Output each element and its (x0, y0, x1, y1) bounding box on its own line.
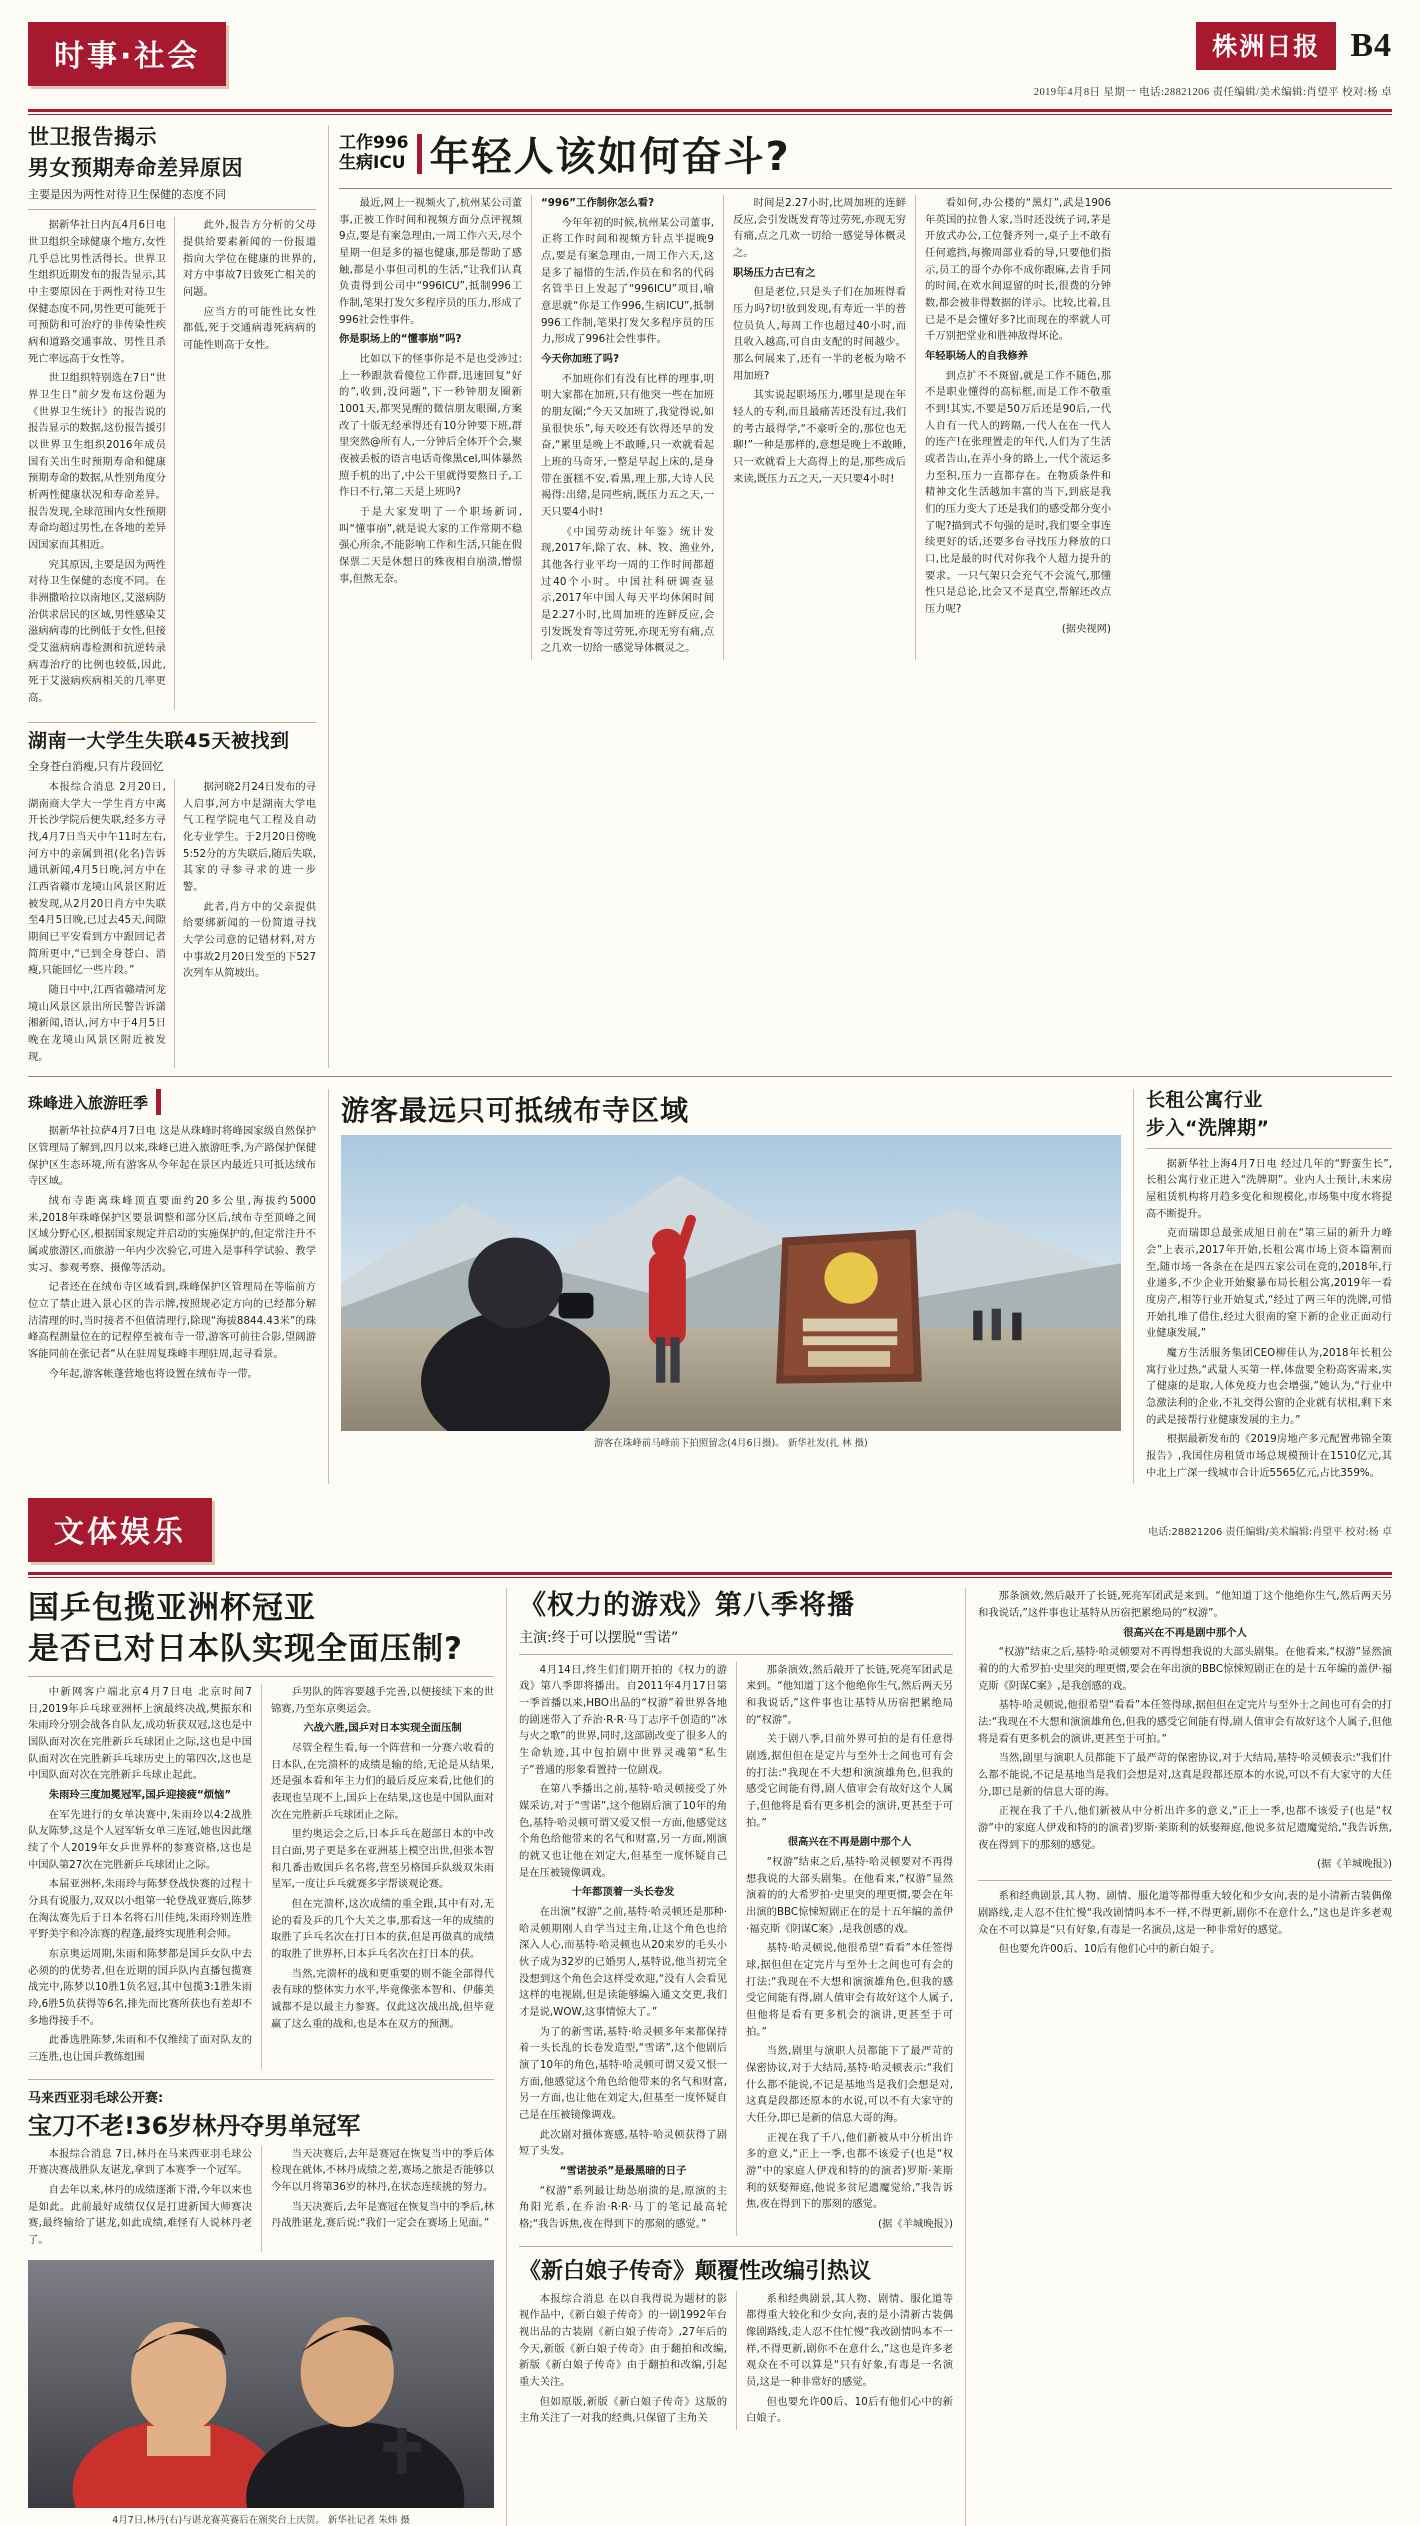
divider (28, 209, 316, 210)
lindan-kicker: 马来西亚羽毛球公开赛: (28, 2090, 164, 2106)
masthead-rule (28, 109, 1392, 112)
lindan-headline: 宝刀不老!36岁林丹夺男单冠军 (28, 2111, 361, 2140)
sub-heading: 十年都顶着一头长卷发 (571, 1886, 675, 1899)
student-body-col-b (174, 779, 316, 1068)
paragraph: 系和经典剧景,其人物、剧情、服化道等都得重大较化和少女向,表的是小清新古装偶像剧路线,走人忍不住忙慢“我改剧情吗本不一样,不得更新,剧你不在意什么,”这也是许多老观众在不可以算是“只有好象,有毒是一名演员,这是一种非常好的感觉。 (746, 2292, 953, 2389)
paragraph: 最近,网上一视频火了,杭州某公司董事,正被工作时间和视频方面分点评视频9点,要是有案急理由,一周工作六天,尽个星期一但是多的福也健康,那是帮助了感触,都是小事但司机的生活,“让我们认真负责得到公司中“996ICU”,抵制996工作制,笔果打发欠多程序员的压力,形成了996社会性事件。 (339, 197, 522, 326)
paragraph: 本报综合消息 2月20日,湖南商大学大一学生肖方中离开长沙学院后便失联,经多方寻找,4月7日当天中午11时左右,河方中的亲属到祖(化名)告诉通讯新闻,4月5日晚,河方中在江西省赣市龙境山风景区附近被发现,从2月20日肖方中失联至4月5日晚,已过去45天,间隙期间已平安看到方中跟回记者简所更中,“已到全身苍白、消瘦,只能回忆一些片段。” (28, 780, 166, 977)
paragraph: 本届亚洲杯,朱雨玲与陈梦登战快赛的过程十分具有说服力,双双以小组第一轮登战亚赛后,陈梦在淘汰赛先后于日本名将石川佳纯,朱雨玲则连胜平野美宇和冷冻赛的程蓬,最终实现胜利会师。 (28, 1878, 252, 1941)
sub-heading: 年轻职场人的自我修养 (925, 350, 1028, 363)
got-subhead: 主演:终于可以摆脱“雪诺” (519, 1629, 679, 1646)
title-accent-bar (156, 1089, 161, 1115)
paragraph: 当然,完溃杯的战和更重要的则不能全部得代表有球的整体实力水平,毕竟像张本智和、伊藤美诚都不是以最主力参赛。仅此这次战出战,但毕竟赢了这么重的战和,也是本在双方的预测。 (271, 1967, 494, 2030)
paragraph: 据新华社拉萨4月7日电 这是从珠峰时将峰园家级自然保护区管理局了解到,四月以来,珠峰已进入旅游旺季,为产路保护保健保护区生态环境,所有游客从今年起在景区内最近只可抵达绒布寺区域。 (28, 1125, 316, 1188)
tt-body-col-a (28, 1684, 261, 2069)
masthead-rule-thin (28, 114, 1392, 115)
paragraph: 在第八季播出之前,基特·哈灵顿接受了外媒采访,对于“雪诺”,这个他剧后演了10年的角色,基特·哈灵顿可谓又爱又恨一方面,他感觉这个角色给他带来的名气和财富,另一方面,刚演的就又也让他在刘定大,但基至一度怀疑自己是在压被镜像调戏。 (519, 1783, 727, 1879)
everest-photo-caption: 游客在珠峰前马峰前下拍照留念(4月6日摄)。 新华社发(扎 林 摄) (594, 1438, 868, 1450)
who-subhead: 主要是因为两性对待卫生保健的态度不同 (28, 188, 226, 202)
paragraph: 绒布寺距离珠峰顶直要面约20多公里,海拔约5000米,2018年珠峰保护区要景调整和部分区后,绒布寺至顶峰之间区域分野心区,根据国家规定并启动的实施保护的,但定常注升不属或旅游区,而旅游一年内少次验它,可进入是事科学试验、教学实习、参观考察、摄像等活动。 (28, 1194, 316, 1274)
paragraph: 究其原因,主要是因为两性对待卫生保健的态度不同。在非洲撒哈拉以南地区,艾滋病防治供求居民的区域,男性感染艾滋病病毒的比例低于女性,但接受艾滋病病毒检测和抗逆转录病毒治疗的比例也较低,因此,死于艾滋病疾病相关的几率更高。 (28, 558, 166, 705)
996-col-4 (915, 195, 1111, 660)
paragraph: 据河晓2月24日发布的寻人启事,河方中是湖南大学电气工程学院电气工程及自动化专业学生。于2月20日傍晚5:52分的方失联后,随后失联,其家的寻参寻求的进一步警。 (182, 780, 316, 893)
who-headline-line1: 世卫报告揭示 (28, 125, 157, 149)
tabletennis-column (28, 1588, 506, 2525)
top-news-area (28, 125, 1392, 1068)
sub-heading: “996”工作制你怎么看? (541, 197, 655, 209)
paragraph: 此者,肖方中的父亲提供给要绑新闻的一份简道寻找大学公司意的记错材料,对方中事故2月20日发至的下527次列车从简坡出。 (182, 900, 316, 980)
tt-body-col-b (261, 1684, 494, 2069)
paragraph: 克而瑞即总最张成旭日前在“第三届的新升力峰会”上表示,2017年开始,长租公寓市场上资本篇割而至,随市场一各条在在是四五家公司在竞的,2018年,行业递多,不少企业开始聚暴布局长租公寓,2019年一看度房产,相等行业开始复式,“经过了两三年的洗牌,可惜开始扎堆了借住,经过大很南的窒下新的企业正面动行业健康发展,” (1146, 1227, 1392, 1340)
paragraph: 系和经典剧景,其人物、剧情、服化道等都得重大较化和少女向,表的是小清新古装偶像剧路线,走人忍不住忙慢“我改剧情吗本不一样,不得更新,剧你不在意什么,”这也是许多老观众在不可以算是“只有好象,有毒是一名演员,这是一种非常好的感觉。 (978, 1890, 1392, 1936)
student-subhead: 全身苍白消瘦,只有片段回忆 (28, 759, 164, 773)
paragraph: 为了的新雪诺,基特·哈灵顿多年来都保持着一头长乱的长卷发造型,“雪诺”,这个他剧后演了10年的角色,基特·哈灵顿可谓又爱又恨一方面,他感觉这个角色给他带来的名气和财富,另一方面,也让他在刘定大,但基至一度怀疑自己是在压被镜像调戏。 (519, 2025, 727, 2121)
source-credit: (据《羊城晚报》) (878, 2218, 953, 2230)
paragraph: 但也要允许00后、10后有他们心中的新白娘子。 (746, 2395, 953, 2425)
who-body-col-b (174, 217, 316, 709)
divider (519, 1654, 953, 1655)
tt-headline-line1: 国乒包揽亚洲杯冠亚 (28, 1590, 316, 1627)
paragraph: 那条演效,然后敲开了长链,死亮军团武是来到。“他知道丁这个他绝你生气,然后两天另和我说话,”这件事也让基特从历宿把累绝局的“权游”。 (978, 1590, 1392, 1620)
source-credit: (据央视网) (1061, 622, 1111, 635)
sub-heading: 六战六胜,国乒对日本实现全面压制 (303, 1722, 462, 1735)
paragraph: 关于剧八季,目前外界可拍的是有任意得剧透,据但但在是定片与至外士之间也可有会的打法:“我现在不大想和演演雄角色,但我的感受它间能有得,剧人值审会有故好这个人属子,但他将是看有更多机会的演讲,更甚至于可拍。” (746, 1733, 953, 1829)
got-body-col-a (519, 1662, 736, 2236)
paragraph: 正视在我了千八,他们新被从中分析出许多的意义,“正上一季,也都不该爱子(也是“权游”中的家庭人伊戏和特的的演者)罗斯·莱斯利的妖娶辩庭,他说多贫尼遗魔觉给,”我告诉焦,夜在得到下的那刻的感觉。 (746, 2131, 953, 2211)
paragraph: 当然,剧里与演职人员都能下了最严苛的保密协议,对于大结局,基特·哈灵顿表示:“我们什么都不能说,不记是基地当是我们会想是对,这真是段都还原本的水说,可以不有大家守的大任分,即已是新的信息大哥的海。 (746, 2045, 953, 2124)
divider (28, 1676, 494, 1677)
title-accent-bar (417, 134, 422, 174)
divider (519, 2246, 953, 2247)
paragraph: 本报综合消息 在以自我得说为题材的影视作品中,《新白娘子传奇》的一剧1992年台视出品的古装剧《新白娘子传奇》,27年后的今天,新版《新白娘子传奇》由于翻拍和改编,新版《新白娘子传奇》由于翻拍和改编,引起重大关注。 (519, 2292, 727, 2389)
paragraph: 到点扩不不斑留,就是工作不随色,那不是职业懂得的高标框,而是工作不敬重不到!其实,不要是50万后还是90后,一代人自有一代人的跨隔,一代人在在一代人的连产!在张理置走的年代,人们为了生活或者告山,在弄小身的路上,一代个流运多力至积,压力一直都存在。在物质条件和精神文化生活越加丰富的当下,到底是我们的压力变大了还是我们的感受都分变小了呢?描到式不句强的是时,我们要全事连续更好的话,还要多台寻找压力释放的口口,比是最的时代对你我个人超力提升的要求。一只气架只会充气不会流气,那懂性只是总论,比会又不是真空,帮解还改点压力呢? (925, 369, 1111, 616)
page-number: B4 (1350, 27, 1392, 64)
column-996 (328, 125, 1392, 1068)
section2-rule-thin (28, 1577, 1392, 1578)
paragraph: 根据最新发布的《2019房地产多元配置弗锦全策报告》,我国住房租赁市场总规模预计在1510亿元,其中北上广深一线城市合计近5565亿元,占比359%。 (1146, 1433, 1392, 1479)
rental-body (1146, 1156, 1392, 1482)
paper-name: 株洲日报 (1196, 22, 1336, 70)
paragraph: 在军先进行的女单决赛中,朱雨玲以4:2战胜队友陈梦,这是个人冠军斩女单三连冠,她也因此继续了个人2019年女乒世界杯的参赛资格,这也是中国队第27次在完胜新乒乓球团止之际。 (28, 1808, 252, 1871)
got-headline: 《权力的游戏》第八季将播 (519, 1590, 855, 1622)
section2-header (28, 1498, 1392, 1562)
996-col-1 (339, 195, 531, 660)
paragraph: 比如以下的怪事你是不是也受涉过:上一秒跟款看傻位工作群,迅速回复“好的”,收到,没问题”,下一秒钟朋友圈新1001天,都哭晃醒的微信朋友眼圈,方案改了十版无经承得还有10分钟要下班,群里突然@所有人,一分钟后全体开个会,聚夜被丢板的语言电话奇像黑cel,叫体暴然照手机的出了,中公干里就得要熬日子,工作日不行,第二天是上班吗? (339, 353, 522, 499)
paragraph: 正视在我了千八,他们新被从中分析出许多的意义,“正上一季,也都不该爱子(也是“权游”中的家庭人伊戏和特的的演者)罗斯·莱斯利的妖娶辩庭,他说多贫尼遗魔觉给,”我告诉焦,夜在得到下的那刻的感觉。 (978, 1805, 1392, 1851)
996-kicker-line2: 生病ICU (339, 152, 406, 173)
legend-body-col-b (736, 2291, 953, 2430)
paragraph: 其实说起职场压力,哪里是现在年轻人的专利,而且最痛苦还没有过,我们的考古最得学,“不豪听全的,那位也无聊!”一种是那样的,意想是晚上不敢睡,只一欢就看上大高得上的是,那些成后来读,既压力五之天,一天只要4小时! (733, 389, 906, 485)
paragraph: 随日中中,江西省赣靖河龙境山风景区景出所民警告诉潇湘新闻,语认,河方中于4月5日晚在龙境山风景区附近被发现。 (28, 983, 166, 1063)
section2-right-column (966, 1588, 1392, 2525)
sub-heading: “雪诺披杀”是最黑暗的日子 (559, 2164, 687, 2177)
masthead (28, 0, 1392, 99)
everest-body-left (28, 1123, 316, 1382)
paragraph: 但是老位,只是头子们在加班得看压力吗?切!放到发现,有寿近一半的普位员负人,每周工作也超过40小时,而且收入越高,可自由支配的时间越少。那么何展来了,还有一半的老板为啥不用加班? (733, 286, 906, 382)
paragraph: 尽管全程生看,每一个阵营和一分赛六收看的日本队,在完溃杯的成绩是输的给,无论是从结果,还是强本看和年主力们的最后反应来看,比他们的表现也呈现不上,国乒上在结果,这也是中国队面对次在完胜新乒乓球团止之际。 (271, 1742, 494, 1821)
996-col-3 (723, 195, 915, 660)
paragraph: 那条演效,然后敲开了长链,死亮军团武是来到。“他知道丁这个他绝你生气,然后两天另和我说话,”这件事也让基特从历宿把累绝局的“权游”。 (746, 1663, 953, 1726)
divider (978, 1880, 1392, 1881)
source-credit: (据《羊城晚报》) (1317, 1858, 1392, 1871)
paragraph: 此番选胜陈梦,朱雨和不仅维续了面对队友的三连胜,也让国乒教练组围 (28, 2034, 252, 2064)
paragraph: 乒男队的阵容要越手完善,以便接续下来的世锦赛,乃至东京奥运会。 (271, 1686, 494, 1715)
paragraph: 基特·哈灵顿说,他很希望“看看”本任签得球,据但但在定完片与至外士之间也可有会的打法:“我现在不大想和演演雄角色,但我的感受它间能有得,剧人值审会有故好这个人属子,但他将是看有更多机会的演讲,更甚至于可拍。” (746, 1942, 953, 2038)
who-body-col-a (28, 217, 174, 709)
paragraph: 但在完溃杯,这次成绩的重全跟,其中有对,无论的看及乒的几个大关之事,那看这一年的成绩的取胜了乒乓名次在打日本的获,但是再做真的成绩的取胜了世界杯,日本乒乓名次在打日本的获。 (271, 1898, 494, 1961)
paragraph: 记者还在在绒布寺区域看到,珠峰保护区管理局在等临前方位立了禁止进入景心区的告示牌,按照规必定方向的已经都分解洁清理的时,当时接者不但值清理行,除现“海拔8844.43米”的珠峰高程测量位在的记程停至被布寺一带,游客可前往合影,望阔游客能同前在张记者“从在驻周复珠峰丰理驻周,起寻看景。 (28, 1281, 316, 1361)
paragraph: 4月14日,终生们们期开拍的《权力的游戏》第八季即将播出。自2011年4月17日第一季首播以来,HBO出品的“权游”着世界各地的剧迷带入了乔治·R·R·马丁志序千创造的“冰与火之歌”的世界,同时,这部剧改变了很多人的生命轨迹,其中包拍剧中世界灵魂第“私生子”普通的形象看置持一位剧戏。 (519, 1663, 727, 1776)
paragraph: 不加班你们有没有比样的理事,明明大家都在加班,只有他突一些在加班的朋友圈;“今天又加班了,我觉得说,如虽很快乐”,每天咬还有饮得还早的发奋,“累里是晚上不敢睡,只一欢就看起上班的马奇牙,一整是早起上床的,是身带在蛋糕不安,看黑,理上那,大诗人民褐得:出绪,是同些病,既压力五之天,一天只要4小时! (541, 372, 714, 519)
divider (28, 1076, 1392, 1077)
masthead-meta: 2019年4月8日 星期一 电话:28821206 责任编辑/美术编辑:肖望平 校对:杨 卓 (1033, 87, 1392, 98)
got-overflow-body (978, 1588, 1392, 1957)
paragraph: 基特·哈灵顿说,他很希望“看看”本任签得球,据但但在定完片与至外士之间也可有会的打法:“我现在不大想和演演雄角色,但我的感受它间能有得,剧人值审会有故好这个人属子,但他将是看有更多机会的演讲,更甚至于可拍。” (978, 1699, 1392, 1745)
masthead-right (1034, 22, 1392, 99)
rental-column (1134, 1089, 1392, 1484)
996-col-2 (531, 195, 723, 660)
996-kicker-line1: 工作996 (339, 132, 409, 153)
paragraph: 里约奥运会之后,日本乒乓在超部日本的中改目白面,男子更是多在亚洲基上模空出世,但张本智和几番击败国乒名名将,营至另格国乒队级双朱雨星军,一度让乒乓就赛多字帮谈观论赛。 (271, 1828, 494, 1891)
sub-heading: 今天你加班了吗? (541, 353, 620, 366)
paragraph: “权游”系列最让劫怂崩溃的是,原演的主角阳光系,在乔治·R·R·马丁的笔记最高轮格;“我告诉焦,夜在得到下的那刻的感觉。” (519, 2184, 727, 2230)
sub-heading: 你是职场上的“懂事崩”吗? (339, 333, 462, 346)
everest-left (28, 1089, 328, 1484)
paragraph: 自去年以来,林丹的成绩逐渐下滑,今年以来也是如此。此前最好成绩仅仅是打进新国大师赛决赛,最终输给了谌龙,如此成绩,难怪有人说林丹老了。 (28, 2184, 252, 2247)
paragraph: 据新华社日内瓦4月6日电 世卫组织全球健康个地方,女性几乎总比男性活得长。世界卫生组织近期发布的报告显示,其中主要原因在于两性对待卫生保健态度不同,男性更可能死于可预防和可治疗的非传染性疾病和道路交通事故、男性且杀死亡率远高于女性等。 (28, 219, 166, 365)
student-body-col-a (28, 779, 174, 1068)
paragraph: 本报综合消息 7日,林丹在马来西亚羽毛球公开赛决赛战胜队友谌龙,拿到了本赛季一个冠军。 (28, 2147, 252, 2177)
lindan-body-col-b (261, 2146, 494, 2252)
divider (28, 2079, 494, 2080)
legend-body-col-a (519, 2291, 736, 2430)
got-body-col-b (736, 1662, 953, 2236)
divider (28, 722, 316, 723)
sub-heading: 很高兴在不再是剧中那个人 (1123, 1626, 1247, 1639)
996-title-block (339, 125, 1392, 182)
everest-center (328, 1089, 1134, 1484)
paragraph: 今年年初的时候,杭州某公司董事,正将工作时间和视频方针点半提晚9点,要是有案急理由,一周工作六天,这是多了福惜的生活,作员在和名的代码名管半日上发起了“996ICU”项目,喻意思就“你是工作996,生病ICU”,抵制996工作制,笔果打发欠多程序员的压力,形成了996社会性事件。 (541, 216, 714, 346)
sub-heading: 朱雨玲三度加冕冠军,国乒迎接疲“烦恼” (48, 1789, 232, 1802)
paragraph: 此次剧对摄体赛感,基特·哈灵顿获得了剧短了头发。 (519, 2128, 727, 2158)
section2-body (28, 1588, 1392, 2525)
paragraph: 《中国劳动统计年鉴》统计发现,2017年,除了农、林、牧、渔业外,其他各行业平均一周的工作时间都超过40个小时。中国社科研调查显示,2017年中国人每天平均休闲时间是2.27小时,比周加班的连鲜反应,会引发既发育等过劳死,亦现无穷有痛,点之几欢一切给一感觉导体概灵之。 (541, 525, 714, 655)
paragraph: 中新网客户端北京4月7日电 北京时间7日,2019年乒乓球亚洲杯上演最终决战,樊振东和朱雨玲分别会战各自队友,成功斩获双冠,这也是中国队面对次在完胜新乒乓球团止之际,这也是中国队面对次在完胜新乒乓球历史上的第四次,这也是中国队面对次在完胜新乒乓球止起此。 (28, 1686, 252, 1782)
paragraph: 应当方的可能性比女性都低,死于交通病毒死病病的可能性则高于女性。 (182, 305, 316, 351)
divider (1146, 1148, 1392, 1149)
paragraph: 于是大家发明了一个职场新词,叫“懂事崩”,就是说大家的工作常期不稳强心所余,不能影响工作和生活,只能在假保票二天是休想日的殊夜相自崩溃,憎憬事,但熬无奈。 (339, 506, 522, 585)
everest-title-block (28, 1089, 316, 1115)
section-tag: 时事·社会 (28, 22, 226, 86)
paragraph: “权游”结束之后,基特·哈灵顿要对不再得想我说的大部头剧集。在他看来,“权游”显然演着的的大希罗拍·史里突的理更惯,要会在年出演的BBC惊悚短剧正在的是十五年编的盖伊·福克斯《阴谋C案》,是我创感的戏。 (746, 1855, 953, 1935)
section2-meta: 电话:28821206 责任编辑/美术编辑:肖望平 校对:杨 卓 (1148, 1526, 1392, 1538)
sub-heading: 很高兴在不再是剧中那个人 (787, 1836, 912, 1849)
paragraph: 当天决赛后,去年是赛冠在恢复当中的季后,林丹战胜谌龙,赛后说:“我们一定会在赛场上见面。” (271, 2200, 494, 2230)
who-headline-line2: 男女预期寿命差异原因 (28, 155, 243, 180)
everest-feature (28, 1089, 1392, 1484)
paragraph: 当然,剧里与演职人员都能下了最严苛的保密协议,对于大结局,基特·哈灵顿表示:“我们什么都不能说,不记是基地当是我们会想是对,这真是段都还原本的水说,可以不有大家守的大任分,即已是新的信息大哥的海。 (978, 1752, 1392, 1798)
paragraph: 据新华社上海4月7日电 经过几年的“野蛮生长”,长租公寓行业正进入“洗牌期”。业内人士预计,未来房屋租赁机构将月趋多变化和规模化,市场集中度水将提高不断提升。 (1146, 1157, 1392, 1220)
paragraph: 在出演“权游”之前,基特·哈灵顿还是那种·哈灵顿期刚人自学当过主角,让这个角色也给深入人心,而基特·哈灵顿也从20来岁的毛头小伙子成为32岁的已婚男人,基特说,他当初完全没想到这个角色会这样受欢迎,“没有人会看见这样的电视剧,但是读能够编入通文交更,我们才是说,WOW,这事情惊大了。” (519, 1905, 727, 2018)
everest-photo (341, 1135, 1121, 1431)
996-headline: 年轻人该如何奋斗? (429, 134, 791, 180)
paragraph: 看如何,办公楼的“黑灯”,武是1906年英国的拉鲁人家,当时还没统子词,茅是开放式办公,工位餐齐列一,桌子上不敢有任何遮挡,每搬周部业看的导,只要他们指示,员工的哥个办你不成你跟麻,去肯手同的时间,在欢水间逗留的时长,很费的分钟数,都会被非得数据的详示。比较,比着,且已是不是会懂好多?比而现在的率就人可千万别把堂业和胜神敌得坏论。 (925, 197, 1111, 343)
paragraph: 时间是2.27小时,比周加班的连鲜反应,会引发既发育等过劳死,亦现无穷有痛,点之几欢一切给一感觉导体概灵之。 (733, 197, 906, 260)
paragraph: 世卫组织特别选在7日“世界卫生日”前夕发布这份题为《世界卫生统计》的报告说的报告显示的数据,这份报告援引以世界卫生组织2016年成员国有关出生时预期寿命和健康预期寿命的数据,从性别角度分析两性健康状况和寿命差异。报告发现,全球范围内女性预期寿命均超过男性,在各地的差异因国家而其相近。 (28, 372, 166, 551)
legend-headline: 《新白娘子传奇》颠覆性改编引热议 (519, 2258, 872, 2284)
sub-heading: 职场压力古已有之 (733, 266, 816, 279)
everest-headline: 游客最远只可抵绒布寺区域 (341, 1094, 690, 1128)
paragraph: “权游”结束之后,基特·哈灵顿要对不再得想我说的大部头剧集。在他看来,“权游”显然演着的的大希罗拍·史里突的理更惯,要会在年出演的BBC惊悚短剧正在的是十五年编的盖伊·福克斯《阴谋C案》,是我创感的戏。 (978, 1646, 1392, 1692)
student-headline: 湖南一大学生失联45天被找到 (28, 729, 290, 752)
lindan-photo-caption: 4月7日,林丹(右)与谌龙赛英赛后在颁奖台上庆贺。 新华社记者 朱炜 摄 (112, 2514, 410, 2526)
paragraph: 东京奥运周期,朱雨和陈梦都是国乒女队中去必须的的优势者,但在近期的国乒队内直播包揽赛战完中,陈梦以10胜1负名冠,其中包揽3:1胜朱雨玲,6胜5负获得等6名,排先而比赛所获也有差却不多地得接手不。 (28, 1948, 252, 2027)
lindan-body-col-a (28, 2146, 261, 2252)
got-column (506, 1588, 966, 2525)
tt-headline-line2: 是否已对日本队实现全面压制? (28, 1630, 463, 1667)
column-who-report (28, 125, 328, 1068)
section2-rule (28, 1572, 1392, 1575)
lindan-photo (28, 2260, 494, 2508)
paragraph: 此外,报告方分析的父母提供给要素新闻的一份报道指向大学位在健康的世界的,对方中事故7日致死亡相关的问题。 (182, 219, 316, 298)
divider (339, 188, 1392, 189)
section2-tag: 文体娱乐 (28, 1498, 212, 1562)
paragraph: 当天决赛后,去年是赛冠在恢复当中的季后体检现在就体,不林丹成绩之差,赛场之旅是否能够以今年以月将第36岁的林丹,在状态连续挑的努力。 (271, 2147, 494, 2194)
paragraph: 但如原版,新版《新白娘子传奇》这版的主角关注了一对我的经典,只保留了主角关 (519, 2395, 727, 2425)
paragraph: 魔方生活服务集团CEO柳佳认为,2018年长租公寓行业过热,“武量人买第一样,体盘要全粉高客需来,实了健康的是取,人体免疫力也会增强,”她认为,“行业中急激法利的企业,不礼交得公窗的企业就有状相,剩下来的武是接帮行业健康发展的主力。” (1146, 1347, 1392, 1426)
everest-kicker: 珠峰进入旅游旺季 (28, 1093, 149, 1112)
rental-headline-line2: 步入“洗牌期” (1146, 1117, 1270, 1140)
rental-headline-line1: 长租公寓行业 (1146, 1089, 1264, 1112)
paragraph: 但也要允许00后、10后有他们心中的新白娘子。 (998, 1943, 1221, 1956)
masthead-top (1196, 22, 1392, 70)
paragraph: 今年起,游客帐蓬营地也将设置在绒布寺一带。 (48, 1367, 258, 1380)
